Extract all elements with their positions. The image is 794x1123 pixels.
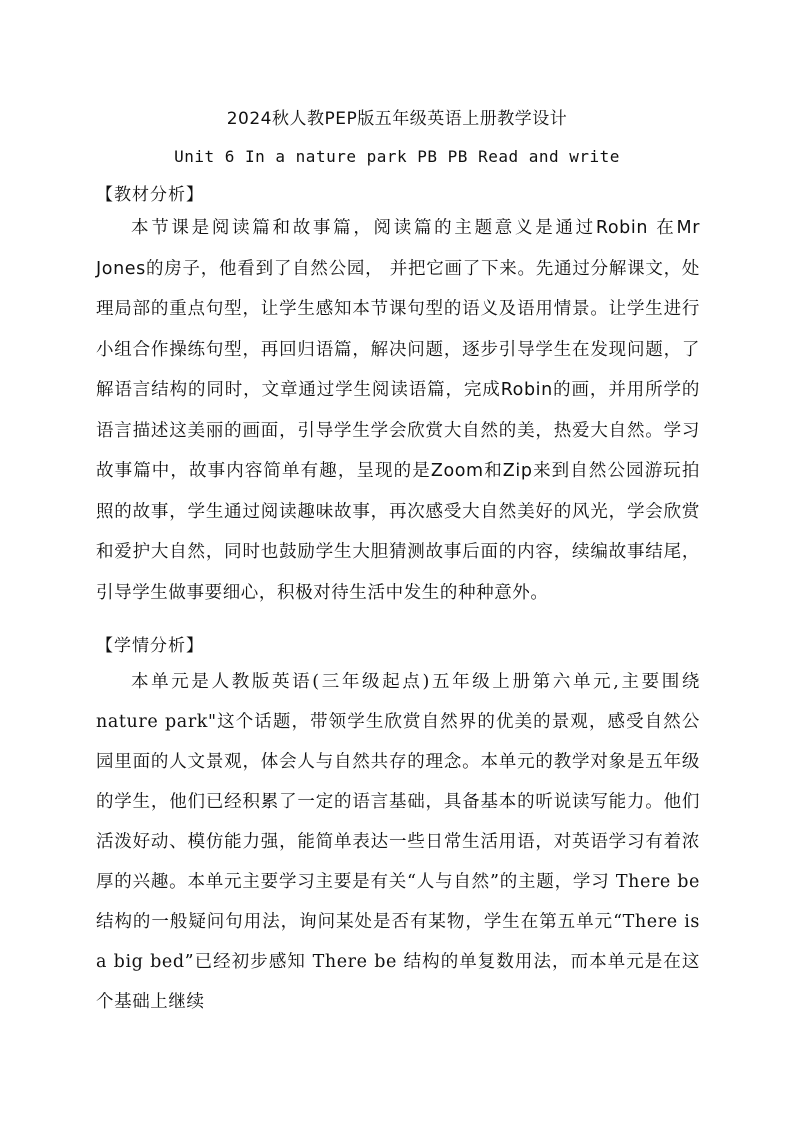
section-heading-student-analysis: 【学情分析】 bbox=[96, 636, 204, 656]
section-heading-textbook-analysis: 【教材分析】 bbox=[96, 185, 204, 205]
document-subtitle: Unit 6 In a nature park PB PB Read and write bbox=[174, 147, 620, 166]
document-title: 2024秋人教PEP版五年级英语上册教学设计 bbox=[226, 109, 568, 129]
section-paragraph-student-analysis: 本单元是人教版英语(三年级起点)五年级上册第六单元,主要围绕nature park"这个话题，带领学生欣赏自然界的优美的景观，感受自然公园里面的人文景观，体会人与自然共存的理念。本单元的教学对象是五年级的学生，他们已经积累了一定的语言基础，具备基本的听说读写能力。他们活泼好动、模仿能力强，能简单表达一些日常生活用语，对英语学习有着浓厚的兴趣。本单元主要学习主要是有关“人与自然”的主题，学习 There be 结构的一般疑问句用法，询问某处是否有某物，学生在第五单元“There is a big bed”已经初步感知 There be 结构的单复数用法，而本单元是在这个基础上继续 bbox=[96, 672, 700, 1012]
section-paragraph-textbook-analysis: 本节课是阅读篇和故事篇，阅读篇的主题意义是通过Robin 在Mr Jones的房子，他看到了自然公园， 并把它画了下来。先通过分解课文，处理局部的重点句型，让学生感知本节课句型的语义及语用情景。让学生进行小组合作操练句型，再回归语篇，解决问题，逐步引导学生在发现问题，了解语言结构的同时，文章通过学生阅读语篇，完成Robin的画，并用所学的语言描述这美丽的画面，引导学生学会欣赏大自然的美，热爱大自然。学习故事篇中，故事内容简单有趣，呈现的是Zoom和Zip来到自然公园游玩拍照的故事，学生通过阅读趣味故事，再次感受大自然美好的风光，学会欣赏和爱护大自然，同时也鼓励学生大胆猜测故事后面的内容，续编故事结尾，引导学生做事要细心，积极对待生活中发生的种种意外。 bbox=[96, 218, 700, 603]
